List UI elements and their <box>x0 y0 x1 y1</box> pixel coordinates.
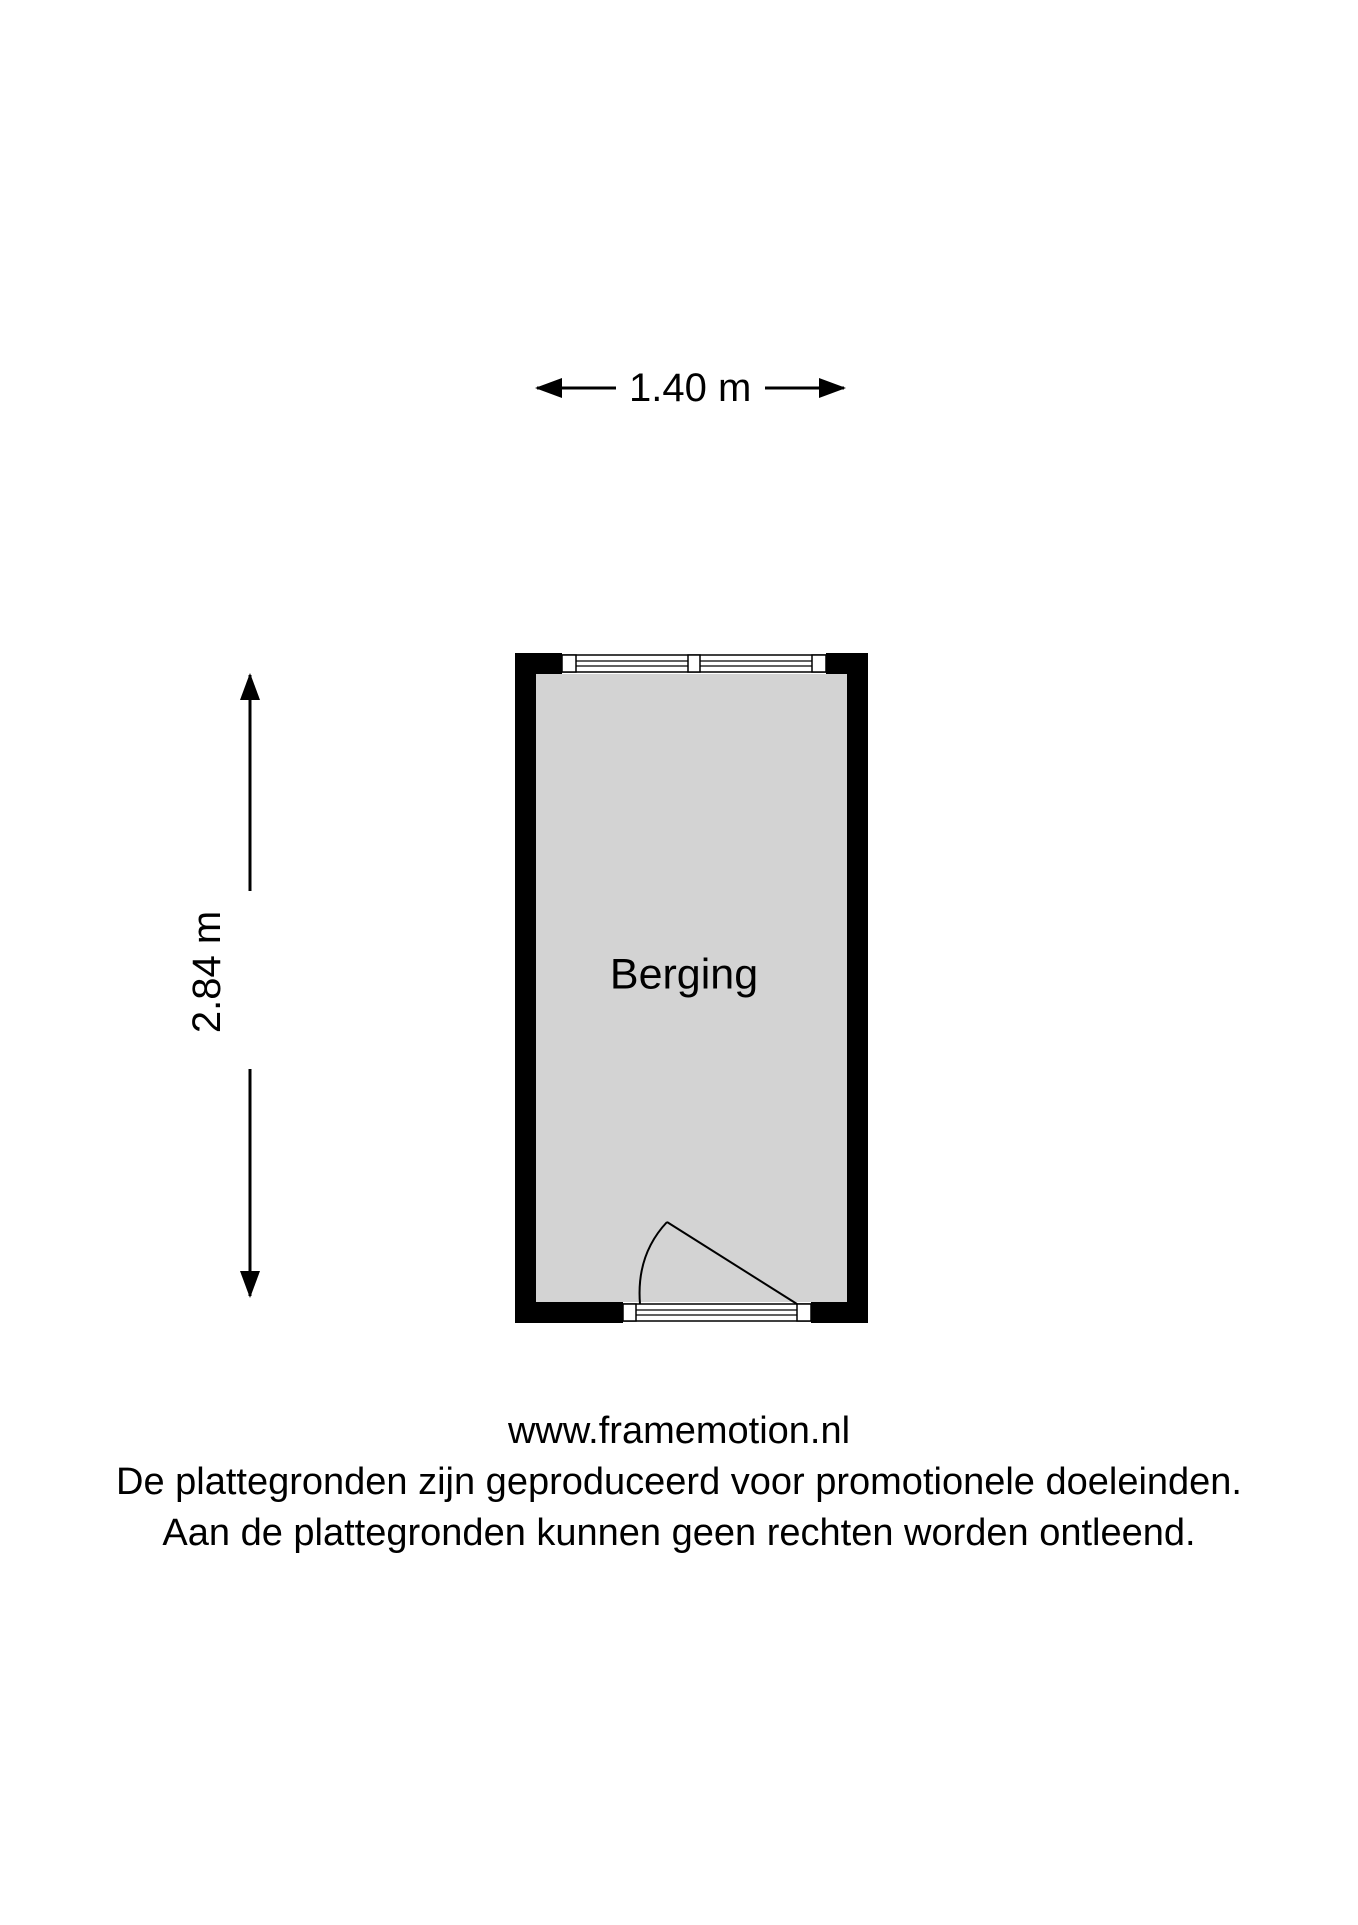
room-label-berging: Berging <box>609 950 759 999</box>
website-text: www.framemotion.nl <box>507 1410 851 1452</box>
width-dimension-label: 1.40 m <box>629 366 752 410</box>
footer <box>0 1406 1358 1559</box>
window <box>562 655 826 672</box>
height-dimension-line <box>240 673 260 1298</box>
height-dimension-label: 2.84 m <box>185 910 229 1034</box>
disclaimer-line-2: Aan de plattegronden kunnen geen rechten worden ontleend. <box>162 1512 1196 1554</box>
disclaimer-line-1: De plattegronden zijn geproduceerd voor promotionele doeleinden. <box>116 1461 1242 1503</box>
